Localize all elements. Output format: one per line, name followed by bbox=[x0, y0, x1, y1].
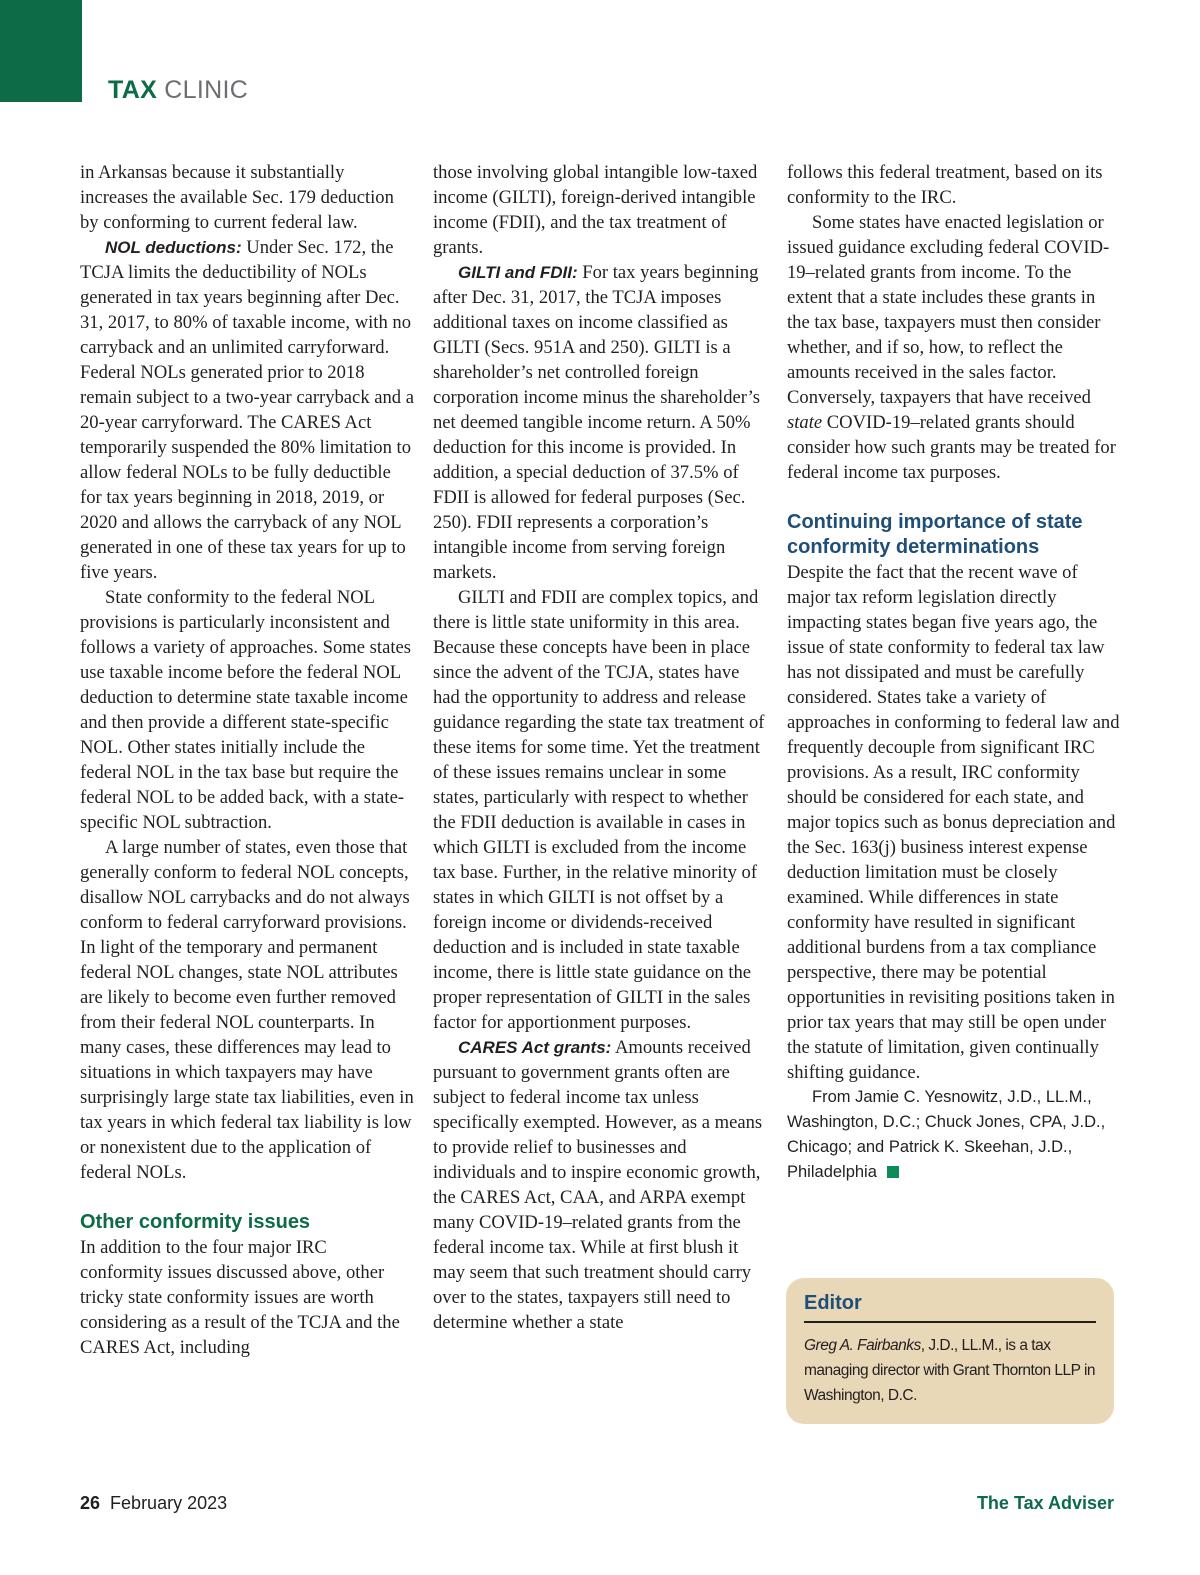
paragraph-text: For tax years beginning after Dec. 31, 2017, the TCJA imposes additional taxes on income classified as GILTI (Secs. 951A and 250). GILTI is a shareholder’s net controlled foreign corporation income minus the shareholder’s net deemed tangible income return. A 50% deduction for this income is provided. In addition, a special deduction of 37.5% of FDII is allowed for federal purposes (Sec. 250). FDII represents a corporation’s intangible income from serving foreign markets. bbox=[433, 262, 761, 583]
editor-bio bbox=[804, 1333, 1096, 1408]
section-header bbox=[108, 76, 248, 105]
paragraph: State conformity to the federal NOL provisions is particularly inconsistent and follows a variety of approaches. Some states use taxable income before the federal NOL deduction to determine state taxable income and then provide a different state-specific NOL. Other states initially include the federal NOL in the tax base but require the federal NOL to be added back, with a state-specific NOL subtraction. bbox=[80, 587, 411, 833]
paragraph: in Arkansas because it substantially increases the available Sec. 179 deduction by conforming to current federal law. bbox=[80, 162, 394, 233]
paragraph: In addition to the four major IRC conformity issues discussed above, other tricky state conformity issues are worth considering as a result of the TCJA and the CARES Act, including bbox=[80, 1237, 400, 1358]
emphasis: state bbox=[787, 412, 823, 433]
paragraph-text: Some states have enacted legislation or issued guidance excluding federal COVID-19–related grants from income. To the extent that a state includes these grants in the tax base, taxpayers must then consider whether, and if so, how, to reflect the amounts received in the sales factor. Conversely, taxpayers that have received bbox=[787, 212, 1110, 408]
paragraph-text: Amounts received pursuant to government grants often are subject to federal income tax unless specifically exempted. However, as a means to provide relief to businesses and individuals and to inspire economic growth, the CARES Act, CAA, and ARPA exempt many COVID-19–related grants from the federal income tax. While at first blush it may seem that such treatment should carry over to the states, taxpayers still need to determine whether a state bbox=[433, 1037, 763, 1333]
section-heading: Continuing importance of state conformity determinations bbox=[787, 511, 1083, 558]
paragraph: those involving global intangible low-taxed income (GILTI), foreign-derived intangible income (FDII), and the tax treatment of grants. bbox=[433, 162, 758, 258]
article-column-3 bbox=[787, 160, 1121, 1185]
section-color-tab bbox=[0, 0, 82, 102]
run-in-heading: NOL deductions: bbox=[105, 238, 242, 257]
editor-bio-text: , J.D., LL.M., is a tax managing director with Grant Thornton LLP in Washington, D.C. bbox=[804, 1337, 1096, 1404]
run-in-heading: CARES Act grants: bbox=[458, 1038, 612, 1057]
paragraph-text: Under Sec. 172, the TCJA limits the deductibility of NOLs generated in tax years beginning after Dec. 31, 2017, to 80% of taxable income, with no carryback and an unlimited carryforward. Federal NOLs generated prior to 2018 remain subject to a two-year carryback and a 20-year carryforward. The CARES Act temporarily suspended the 80% limitation to allow federal NOLs to be fully deductible for tax years beginning in 2018, 2019, or 2020 and allows the carryback of any NOL generated in one of these tax years for up to five years. bbox=[80, 237, 415, 583]
run-in-heading: GILTI and FDII: bbox=[458, 263, 578, 282]
footer-page-info bbox=[80, 1493, 227, 1514]
section-header-light: CLINIC bbox=[164, 76, 249, 104]
author-credit bbox=[787, 1085, 1121, 1185]
issue-date: February 2023 bbox=[110, 1493, 228, 1513]
paragraph bbox=[787, 210, 1121, 485]
section-heading: Other conformity issues bbox=[80, 1211, 311, 1233]
end-square-icon bbox=[887, 1166, 899, 1178]
paragraph bbox=[433, 1035, 767, 1335]
paragraph: GILTI and FDII are complex topics, and there is little state uniformity in this area. Because these concepts have been in place since the advent of the TCJA, states have had the opportunity to address and release guidance regarding the state tax treatment of these items for some time. Yet the treatment of these issues remains unclear in some states, particularly with respect to whether the FDII deduction is available in cases in which GILTI is excluded from the income tax base. Further, in the relative minority of states in which GILTI is not offset by a foreign income or dividends-received deduction and is included in state taxable income, there is little state guidance on the proper representation of GILTI in the sales factor for apportionment purposes. bbox=[433, 587, 765, 1033]
paragraph bbox=[433, 260, 767, 585]
paragraph: follows this federal treatment, based on its conformity to the IRC. bbox=[787, 162, 1103, 208]
paragraph: Despite the fact that the recent wave of major tax reform legislation directly impacting states began five years ago, the issue of state conformity to federal tax law has not dissipated and must be carefully considered. States take a variety of approaches in conforming to federal law and frequently decouple from significant IRC provisions. As a result, IRC conformity should be considered for each state, and major topics such as bonus depreciation and the Sec. 163(j) business interest expense deduction limitation must be closely examined. While differences in state conformity have resulted in significant additional burdens from a tax compliance perspective, there may be potential opportunities in revisiting positions taken in prior tax years that may still be open under the statute of limitation, given continually shifting guidance. bbox=[787, 562, 1120, 1083]
article-column-1 bbox=[80, 160, 414, 1360]
publication-name: The Tax Adviser bbox=[976, 1493, 1114, 1513]
paragraph-text: COVID-19–related grants should consider how such grants may be treated for federal income tax purposes. bbox=[787, 412, 1116, 483]
editor-name: Greg A. Fairbanks bbox=[804, 1337, 921, 1354]
paragraph bbox=[80, 235, 414, 585]
article-column-2 bbox=[433, 160, 767, 1335]
editor-box bbox=[786, 1278, 1114, 1424]
page-number: 26 bbox=[80, 1493, 101, 1513]
author-credit-text: From Jamie C. Yesnowitz, J.D., LL.M., Washington, D.C.; Chuck Jones, CPA, J.D., Chicago; and Patrick K. Skeehan, J.D., Philadelphia bbox=[787, 1088, 1106, 1181]
section-header-bold: TAX bbox=[108, 76, 158, 104]
editor-title: Editor bbox=[804, 1292, 1096, 1323]
paragraph: A large number of states, even those that generally conform to federal NOL concepts, disallow NOL carrybacks and do not always conform to federal carryforward provisions. In light of the temporary and permanent federal NOL changes, state NOL attributes are likely to become even further removed from their federal NOL counterparts. In many cases, these differences may lead to situations in which taxpayers may have surprisingly large state tax liabilities, even in tax years in which federal tax liability is low or nonexistent due to the application of federal NOLs. bbox=[80, 837, 414, 1183]
